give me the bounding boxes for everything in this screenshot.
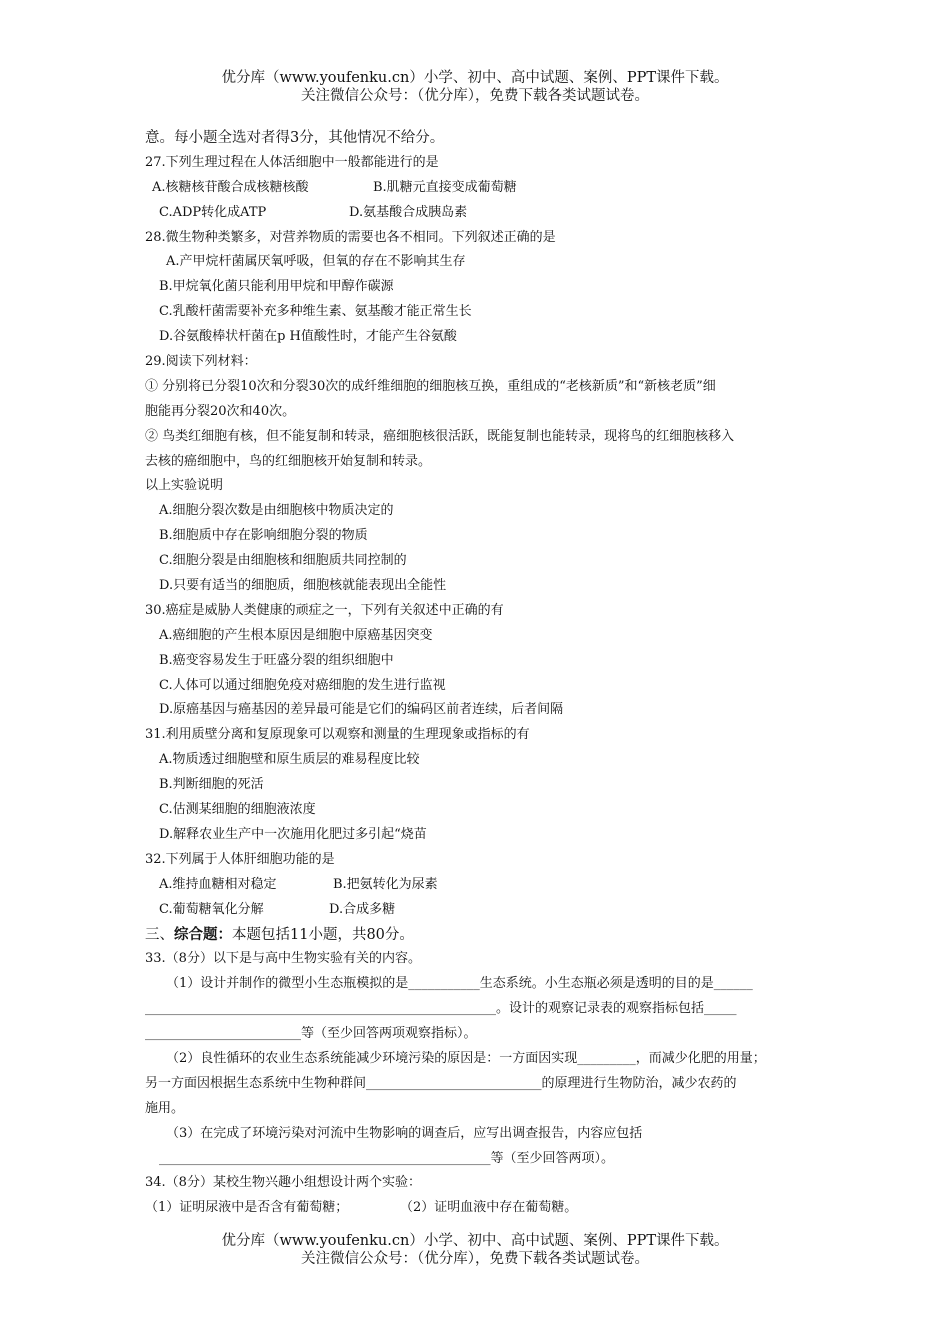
option-b: B.把氨转化为尿素 [333,876,438,892]
option-b: B.判断细胞的死活 [159,777,264,793]
option-c: C.葡萄糖氧化分解 [159,901,264,917]
option-c: C.估测某细胞的细胞液浓度 [159,802,316,818]
question-stem: 33.（8分）以下是与高中生物实验有关的内容。 [145,951,421,967]
question-29 [145,350,815,599]
section-3-heading [145,923,815,948]
option-b: B.肌糖元直接变成葡萄糖 [373,179,517,195]
option-a: A.产甲烷杆菌属厌氧呼吸，但氧的存在不影响其生存 [166,254,466,270]
question-stem: 32.下列属于人体肝细胞功能的是 [145,851,335,867]
question-stem: 28.微生物种类繁多，对营养物质的需要也各不相同。下列叙述正确的是 [145,229,556,245]
part-3-line-2: ___________________________________________________等（至少回答两项）。 [159,1150,615,1166]
part-2-line-3: 施用。 [145,1100,185,1116]
option-a: A.维持血糖相对稳定 [159,876,277,892]
option-d: D.原癌基因与癌基因的差异最可能是它们的编码区前者连续，后者间隔 [159,702,564,718]
option-d: D.解释农业生产中一次施用化肥过多引起“烧苗 [159,826,427,842]
option-a: A.核糖核苷酸合成核糖核酸 [152,179,309,195]
exam-content [145,126,815,1221]
option-b: B.细胞质中存在影响细胞分裂的物质 [159,528,368,544]
option-d: D.氨基酸合成胰岛素 [349,204,468,220]
option-b: B.甲烷氧化菌只能利用甲烷和甲醇作碳源 [159,279,394,295]
part-1-line-2: ______________________________________________________。设计的观察记录表的观察指标包括_____ [145,1001,737,1017]
question-28 [145,226,815,350]
option-d: D.只要有适当的细胞质，细胞核就能表现出全能性 [159,578,447,594]
option-d: D.合成多糖 [329,901,396,917]
experiment-1: （1）证明尿液中是否含有葡萄糖； [145,1200,349,1216]
question-30 [145,599,815,723]
question-27 [145,151,815,226]
material-2-line-2: 去核的癌细胞中，鸟的红细胞核开始复制和转录。 [145,453,432,469]
option-c: C.人体可以通过细胞免疫对癌细胞的发生进行监视 [159,677,446,693]
question-34 [145,1171,815,1221]
material-1-line-2: 胞能再分裂20次和40次。 [145,403,296,419]
option-c: C.乳酸杆菌需要补充多种维生素、氨基酸才能正常生长 [159,304,472,320]
option-c: C.细胞分裂是由细胞核和细胞质共同控制的 [159,553,407,569]
material-2-line-1: ② 鸟类红细胞有核，但不能复制和转录，癌细胞核很活跃，既能复制也能转录，现将鸟的红细胞核移入 [145,428,735,444]
part-2-line-1: （2）良性循环的农业生态系统能减少环境污染的原因是：一方面因实现_________，而减少化肥的用量； [166,1050,766,1066]
option-d: D.谷氨酸棒状杆菌在p H值酸性时，才能产生谷氨酸 [159,329,457,345]
section-3-description: 本题包括11小题，共80分。 [232,926,414,943]
experiment-2: （2）证明血液中存在葡萄糖。 [400,1200,578,1216]
question-stem: 34.（8分）某校生物兴趣小组想设计两个实验： [145,1175,421,1191]
option-a: A.细胞分裂次数是由细胞核中物质决定的 [159,503,394,519]
section-intro: 意。每小题全选对者得3分，其他情况不给分。 [145,130,445,146]
question-stem: 31.利用质壁分离和复原现象可以观察和测量的生理现象或指标的有 [145,727,530,743]
option-c: C.ADP转化成ATP [159,204,267,220]
question-stem: 29.阅读下列材料： [145,354,257,370]
section-3-title: 综合题： [174,925,232,943]
question-33 [145,947,815,1171]
question-stem: 27.下列生理过程在人体活细胞中一般都能进行的是 [145,154,439,170]
part-3-line-1: （3）在完成了环境污染对河流中生物影响的调查后，应写出调查报告，内容应包括 [166,1125,643,1141]
option-a: A.癌细胞的产生根本原因是细胞中原癌基因突变 [159,627,433,643]
option-a: A.物质透过细胞壁和原生质层的难易程度比较 [159,752,420,768]
option-b: B.癌变容易发生于旺盛分裂的组织细胞中 [159,652,394,668]
question-stem: 30.癌症是威胁人类健康的顽症之一，下列有关叙述中正确的有 [145,602,504,618]
part-1-line-1: （1）设计并制作的微型小生态瓶模拟的是___________生态系统。小生态瓶必须是透明的目的是______ [166,976,753,992]
footer-line-1: 优分库（www.youfenku.cn）小学、初中、高中试题、案例、PPT课件下载。 [221,1233,729,1249]
question-lead: 以上实验说明 [145,478,224,494]
part-2-line-2: 另一方面因根据生态系统中生物种群间___________________________的原理进行生物防治，减少农药的 [145,1075,737,1091]
page-header [0,69,950,105]
part-1-line-3: ________________________等（至少回答两项观察指标）。 [145,1026,477,1042]
section-3-prefix: 三、 [145,926,174,943]
question-31 [145,723,815,847]
question-32 [145,848,815,923]
footer-line-2: 关注微信公众号：（优分库），免费下载各类试题试卷。 [301,1251,649,1267]
header-line-2: 关注微信公众号：（优分库），免费下载各类试题试卷。 [301,88,649,104]
page-footer [0,1232,950,1268]
material-1-line-1: ① 分别将已分裂10次和分裂30次的成纤维细胞的细胞核互换，重组成的“老核新质”和“新核老质”细 [145,378,716,394]
header-line-1: 优分库（www.youfenku.cn）小学、初中、高中试题、案例、PPT课件下载。 [221,70,729,86]
